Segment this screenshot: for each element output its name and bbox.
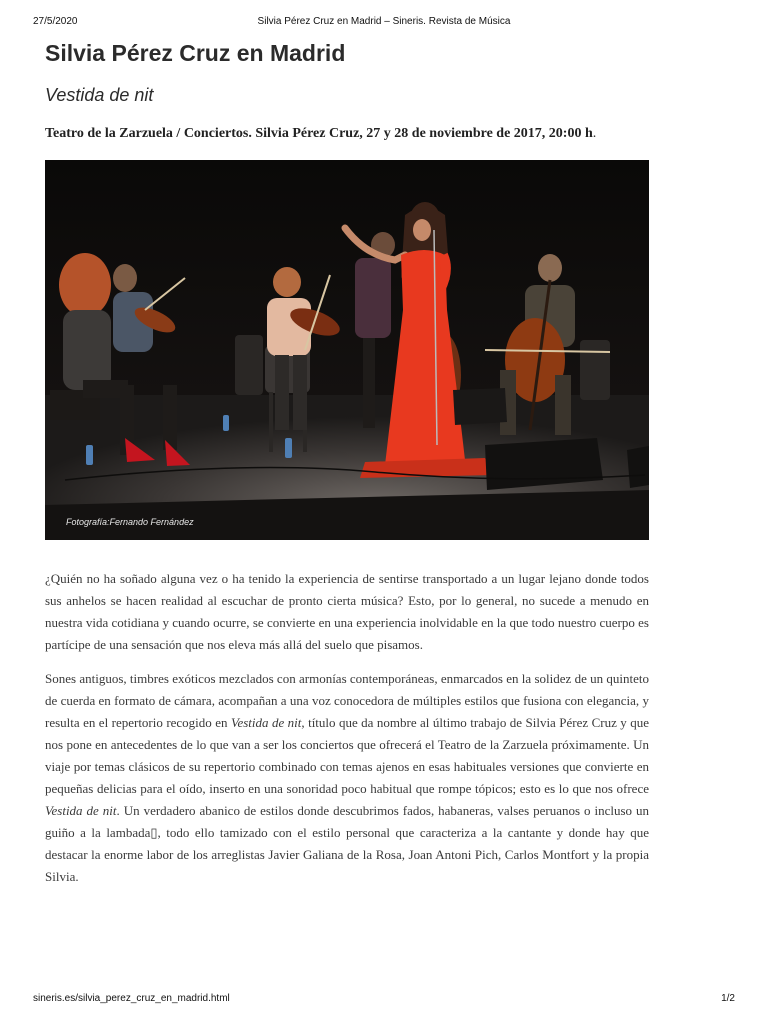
concert-photo [45, 160, 649, 540]
page-number: 1/2 [721, 993, 735, 1004]
event-info-details: Teatro de la Zarzuela / Conciertos. Silvia Pérez Cruz, 27 y 28 de noviembre de 2017, 20:00 h [45, 126, 593, 141]
paragraph-2-part-1: Sones antiguos, timbres exóticos mezclados con armonías contemporáneas, enmarcados en la solidez de un quinteto de cuerda en formato de cámara, acompañan a una voz conocedora de múltiples estilos que fusiona con elegancia, y resulta en el repertorio recogido en [45, 671, 649, 730]
print-url: sineris.es/silvia_perez_cruz_en_madrid.html [33, 993, 230, 1004]
article-subtitle: Vestida de nit [45, 85, 154, 105]
print-footer [0, 993, 768, 1007]
event-info-period: . [592, 126, 597, 141]
album-title-1: Vestida de nit [230, 715, 302, 730]
paragraph-2-part-3: . Un verdadero abanico de estilos donde descubrimos fados, habaneras, valses peruanos o incluso un guiño a la lambada▯, todo ello tamizado con el estilo personal que caracteriza a la cantante y donde hay que destacar la enorme labor de los arreglistas Javier Galiana de la Rosa, Joan Antoni Pich, Carlos Montfort y la propia Silvia. [45, 803, 649, 884]
album-title-2: Vestida de nit [45, 803, 117, 818]
paragraph-2-part-2: , título que da nombre al último trabajo de Silvia Pérez Cruz y que nos pone en antecedentes de lo que van a ser los conciertos que ofrecerá el Teatro de la Zarzuela próximamente. Un viaje por temas clásicos de su repertorio combinado con temas ajenos en esas habituales versiones que convierte en pequeñas delicias para el oído, inserto en una sonoridad poco habitual que rompe tópicos; esto es lo que nos ofrece [45, 715, 650, 796]
photo-credit: Fotografía:Fernando Fernández [66, 517, 194, 527]
paragraph-2 [45, 668, 649, 888]
concert-photo-illustration [45, 160, 649, 540]
article-title: Silvia Pérez Cruz en Madrid [45, 40, 346, 66]
article-body [45, 568, 649, 900]
print-document-title: Silvia Pérez Cruz en Madrid – Sineris. Revista de Música [257, 16, 511, 27]
paragraph-1: ¿Quién no ha soñado alguna vez o ha tenido la experiencia de sentirse transportado a un lugar lejano donde todos sus anhelos se hacen realidad al escuchar de pronto cierta música? Esto, por lo general, no sucede a menudo en nuestra vida cotidiana y cuando ocurre, se convierte en una experiencia inolvidable en la que todo nuestro cuerpo es partícipe de una sensación que nos eleva más allá del suelo que pisamos. [45, 571, 649, 652]
print-header [0, 16, 768, 30]
print-date: 27/5/2020 [33, 16, 78, 27]
event-info [45, 126, 596, 142]
